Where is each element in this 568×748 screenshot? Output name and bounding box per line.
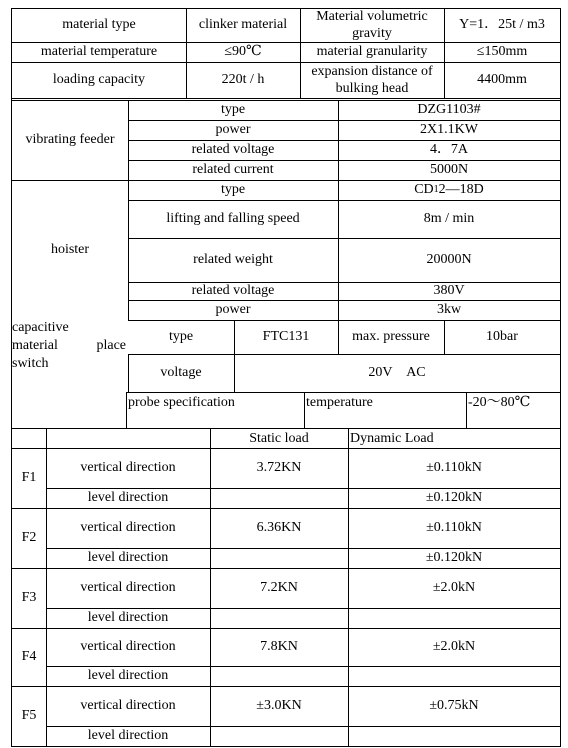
- grid-line: [444, 8, 445, 98]
- f1-level-label: level direction: [87, 490, 169, 505]
- switch-voltage-value: 20V AC: [368, 365, 426, 380]
- f5-vertical-label: vertical direction: [80, 698, 176, 713]
- f5-level-static: [210, 726, 348, 746]
- grid-line: [11, 8, 561, 9]
- grid-line: [11, 62, 561, 63]
- load-group-f2-name: F2: [21, 530, 37, 545]
- f1-vertical-dynamic: ±0.110kN: [426, 460, 482, 475]
- grid-line: [46, 666, 561, 667]
- f2-level-label: level direction: [87, 550, 169, 565]
- probe-temperature-label: temperature: [306, 395, 373, 410]
- switch-type-label: type: [168, 329, 194, 344]
- f1-level-dynamic: ±0.120kN: [425, 490, 483, 505]
- material-type-label: material type: [62, 17, 136, 32]
- grid-line: [128, 100, 129, 320]
- expansion-distance-value: 4400mm: [477, 72, 527, 87]
- feeder-voltage-label: related voltage: [191, 142, 275, 157]
- f1-vertical-static: 3.72KN: [256, 460, 302, 475]
- grid-line: [128, 200, 561, 201]
- switch-title-line2a: material: [12, 338, 58, 353]
- material-type-value: clinker material: [198, 17, 288, 32]
- material-temperature-value: ≤90℃: [224, 44, 262, 59]
- hoister-type-value-sub: 1: [433, 184, 439, 195]
- grid-line: [128, 160, 561, 161]
- grid-line: [128, 282, 561, 283]
- f4-vertical-static: 7.8KN: [260, 639, 298, 654]
- grid-line: [11, 508, 561, 509]
- hoister-weight-label: related weight: [193, 252, 273, 267]
- hoister-type-label: type: [220, 182, 246, 197]
- hoister-type-value: [338, 180, 560, 200]
- switch-pressure-label: max. pressure: [352, 329, 430, 344]
- load-group-f5-name: F5: [21, 708, 37, 723]
- f3-level-label: level direction: [87, 610, 169, 625]
- f5-level-label: level direction: [87, 728, 169, 743]
- f1-vertical-label: vertical direction: [80, 460, 176, 475]
- grid-line: [11, 628, 561, 629]
- grid-line: [11, 686, 561, 687]
- grid-line: [186, 8, 187, 98]
- f3-level-dynamic: [348, 608, 560, 628]
- grid-line: [128, 300, 561, 301]
- switch-pressure-value: 10bar: [486, 329, 518, 344]
- f5-vertical-dynamic: ±0.75kN: [429, 698, 479, 713]
- grid-line: [11, 746, 561, 747]
- capacitive-switch-title: [12, 319, 128, 373]
- grid-line: [11, 568, 561, 569]
- expansion-distance-label: expansion distance of bulking head: [311, 64, 433, 96]
- hoister-speed-label: lifting and falling speed: [166, 211, 300, 226]
- grid-line: [11, 8, 12, 747]
- f2-vertical-label: vertical direction: [80, 520, 176, 535]
- f1-level-static: [210, 488, 348, 508]
- f4-vertical-label: vertical direction: [80, 639, 176, 654]
- feeder-voltage-value: 4．7A: [429, 142, 469, 157]
- feeder-type-value: DZG1103#: [417, 102, 481, 117]
- hoister-power-value: 3kw: [436, 302, 462, 317]
- grid-line: [128, 354, 561, 355]
- feeder-power-label: power: [215, 122, 251, 137]
- probe-temperature-value: -20～80℃: [468, 395, 531, 410]
- f4-vertical-dynamic: ±2.0kN: [432, 639, 476, 654]
- grid-line: [560, 8, 561, 747]
- hoister-title: hoister: [50, 242, 90, 257]
- grid-line: [128, 354, 129, 392]
- hoister-type-value-post: 2—18D: [438, 182, 484, 197]
- grid-line: [46, 488, 561, 489]
- feeder-current-label: related current: [192, 162, 274, 177]
- material-gravity-value: Y=1．25t / m3: [459, 17, 545, 32]
- grid-line: [46, 548, 561, 549]
- grid-line: [46, 428, 47, 746]
- grid-line: [46, 726, 561, 727]
- f3-vertical-static: 7.2KN: [260, 580, 298, 595]
- load-group-f3-name: F3: [21, 590, 37, 605]
- f3-level-static: [210, 608, 348, 628]
- loading-capacity-label: loading capacity: [52, 72, 146, 87]
- feeder-power-value: 2X1.1KW: [420, 122, 478, 137]
- grid-line: [11, 100, 561, 101]
- feeder-type-label: type: [220, 102, 246, 117]
- grid-line: [338, 320, 339, 354]
- material-gravity-label: Material volumetric gravity: [316, 9, 428, 41]
- loading-capacity-value: 220t / h: [221, 72, 265, 87]
- grid-line: [300, 8, 301, 98]
- dynamic-load-header: Dynamic Load: [350, 431, 434, 446]
- grid-line: [46, 608, 561, 609]
- static-load-header: Static load: [249, 431, 309, 446]
- grid-line: [444, 320, 445, 354]
- grid-line: [128, 140, 561, 141]
- switch-title-line2: [12, 337, 126, 355]
- switch-voltage-label: voltage: [160, 365, 202, 380]
- load-group-f1-name: F1: [21, 470, 37, 485]
- grid-line: [11, 98, 561, 99]
- load-group-f4-name: F4: [21, 649, 37, 664]
- f3-vertical-label: vertical direction: [80, 580, 176, 595]
- hoister-voltage-label: related voltage: [191, 283, 275, 298]
- grid-line: [304, 392, 305, 428]
- grid-line: [128, 238, 561, 239]
- material-granularity-value: ≤150mm: [476, 44, 528, 59]
- hoister-power-label: power: [215, 302, 251, 317]
- switch-title-line3: switch: [12, 356, 49, 371]
- probe-specification-label: probe specification: [128, 395, 235, 410]
- hoister-speed-value: 8m / min: [423, 211, 475, 226]
- grid-line: [11, 448, 561, 449]
- feeder-current-value: 5000N: [429, 162, 469, 177]
- grid-line: [210, 428, 211, 746]
- grid-line: [128, 320, 561, 321]
- grid-line: [11, 42, 561, 43]
- f2-level-static: [210, 548, 348, 568]
- switch-title-line2b: place: [96, 338, 126, 353]
- hoister-weight-value: 20000N: [426, 252, 472, 267]
- f4-level-label: level direction: [87, 668, 169, 683]
- f2-vertical-static: 6.36KN: [256, 520, 302, 535]
- grid-line: [128, 120, 561, 121]
- f2-vertical-dynamic: ±0.110kN: [426, 520, 482, 535]
- f2-level-dynamic: ±0.120kN: [425, 550, 483, 565]
- f5-vertical-static: ±3.0KN: [256, 698, 302, 713]
- hoister-voltage-value: 380V: [433, 283, 465, 298]
- grid-line: [126, 392, 127, 428]
- grid-line: [11, 428, 561, 429]
- f5-level-dynamic: [348, 726, 560, 746]
- grid-line: [348, 428, 349, 746]
- switch-type-value: FTC131: [262, 329, 310, 344]
- switch-title-line1: capacitive: [12, 320, 69, 335]
- material-temperature-label: material temperature: [40, 44, 158, 59]
- grid-line: [466, 392, 467, 428]
- grid-line: [11, 180, 561, 181]
- grid-line: [338, 100, 339, 320]
- f3-vertical-dynamic: ±2.0kN: [432, 580, 476, 595]
- f4-level-static: [210, 666, 348, 686]
- hoister-type-value-pre: CD: [414, 182, 434, 197]
- material-granularity-label: material granularity: [316, 44, 428, 59]
- vibrating-feeder-title: vibrating feeder: [25, 132, 115, 147]
- grid-line: [234, 320, 235, 392]
- grid-line: [126, 392, 561, 393]
- f4-level-dynamic: [348, 666, 560, 686]
